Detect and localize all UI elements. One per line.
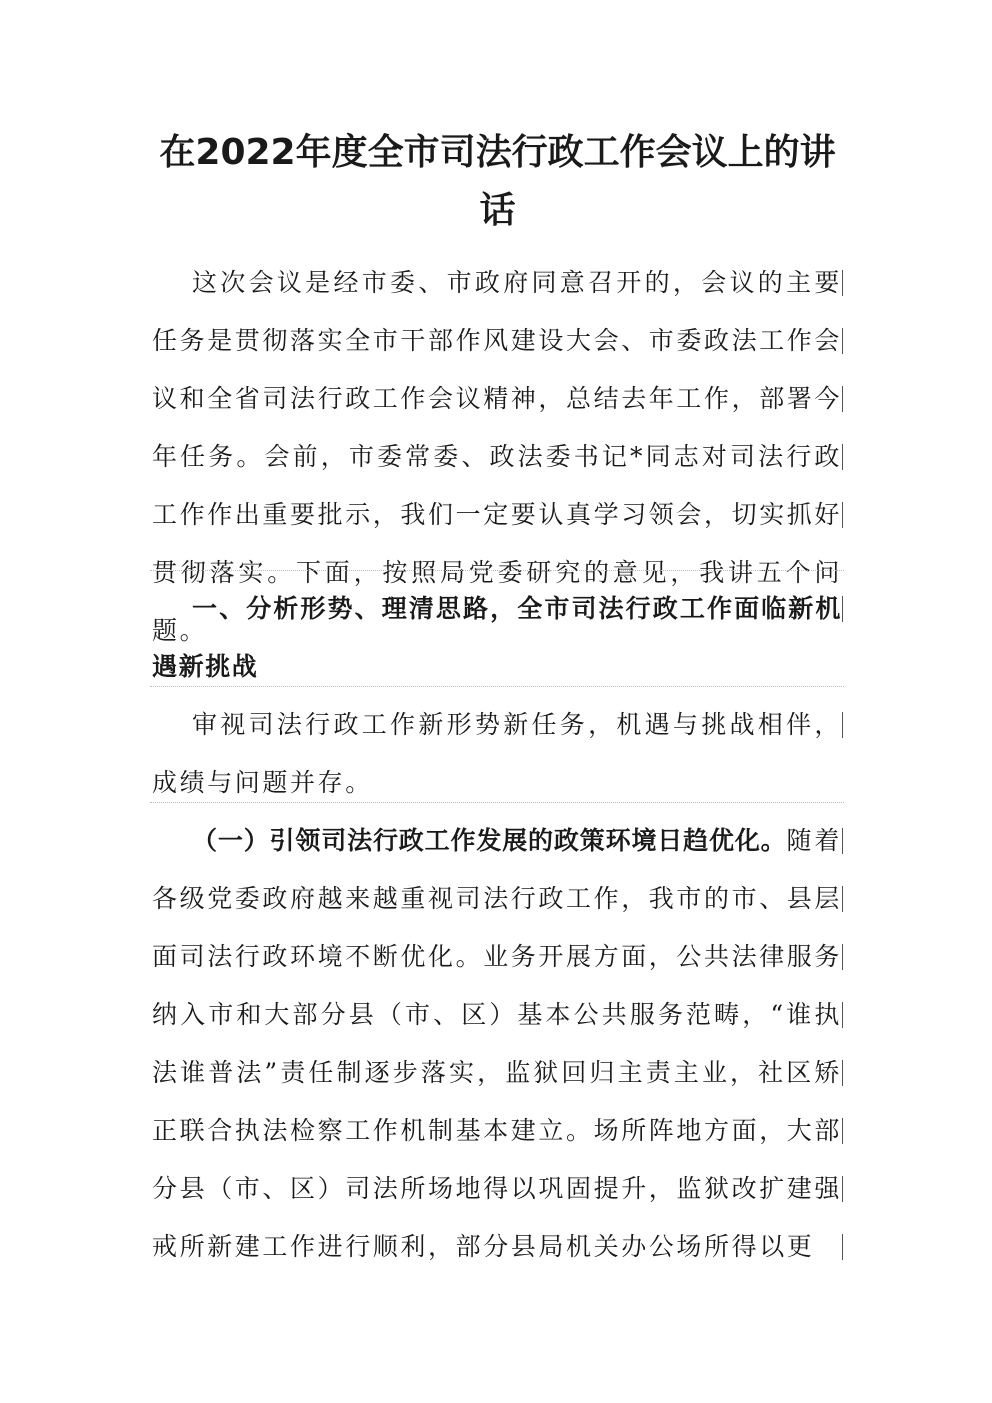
line-end-marker bbox=[842, 270, 843, 296]
section-1-intro: 审视司法行政工作新形势新任务，机遇与挑战相伴，成绩与问题并存。 bbox=[152, 710, 842, 797]
section-divider bbox=[150, 686, 844, 687]
line-end-marker bbox=[842, 328, 843, 354]
section-divider bbox=[150, 802, 844, 803]
line-end-marker bbox=[842, 712, 843, 738]
section-1-heading: 一、分析形势、理清思路，全市司法行政工作面临新机遇新挑战 bbox=[152, 594, 842, 681]
line-end-marker bbox=[842, 1118, 843, 1144]
section-divider bbox=[150, 570, 844, 571]
line-end-marker bbox=[842, 444, 843, 470]
line-end-marker bbox=[842, 1002, 843, 1028]
line-end-marker bbox=[842, 828, 843, 854]
line-end-marker bbox=[842, 502, 843, 528]
line-end-marker bbox=[842, 944, 843, 970]
line-end-marker bbox=[842, 1176, 843, 1202]
line-end-marker bbox=[842, 386, 843, 412]
document-title: 在2022年度全市司法行政工作会议上的讲话 bbox=[159, 132, 836, 231]
line-end-marker bbox=[842, 886, 843, 912]
line-end-marker bbox=[842, 1060, 843, 1086]
line-end-marker bbox=[842, 596, 843, 622]
intro-paragraph: 这次会议是经市委、市政府同意召开的，会议的主要任务是贯彻落实全市干部作风建设大会、市委政法工作会议和全省司法行政工作会议精神，总结去年工作，部署今年任务。会前，市委常委、政法委书记*同志对司法行政工作作出重要批示，我们一定要认真学习领会，切实抓好贯彻落实。下面，按照局党委研究的意见，我讲五个问题。 bbox=[152, 268, 843, 645]
line-end-marker bbox=[842, 1234, 843, 1260]
subsection-1-body: 随着各级党委政府越来越重视司法行政工作，我市的市、县层面司法行政环境不断优化。业务开展方面，公共法律服务纳入市和大部分县（市、区）基本公共服务范畴，“谁执法谁普法”责任制逐步落实，监狱回归主责主业，社区矫正联合执法检察工作机制基本建立。场所阵地方面，大部分县（市、区）司法所场地得以巩固提升，监狱改扩建强戒所新建工作进行顺利，部分县局机关办公场所得以更 bbox=[152, 826, 843, 1261]
subsection-1-heading: （一）引领司法行政工作发展的政策环境日趋优化。 bbox=[192, 826, 787, 855]
subsection-1-paragraph bbox=[152, 812, 842, 1276]
